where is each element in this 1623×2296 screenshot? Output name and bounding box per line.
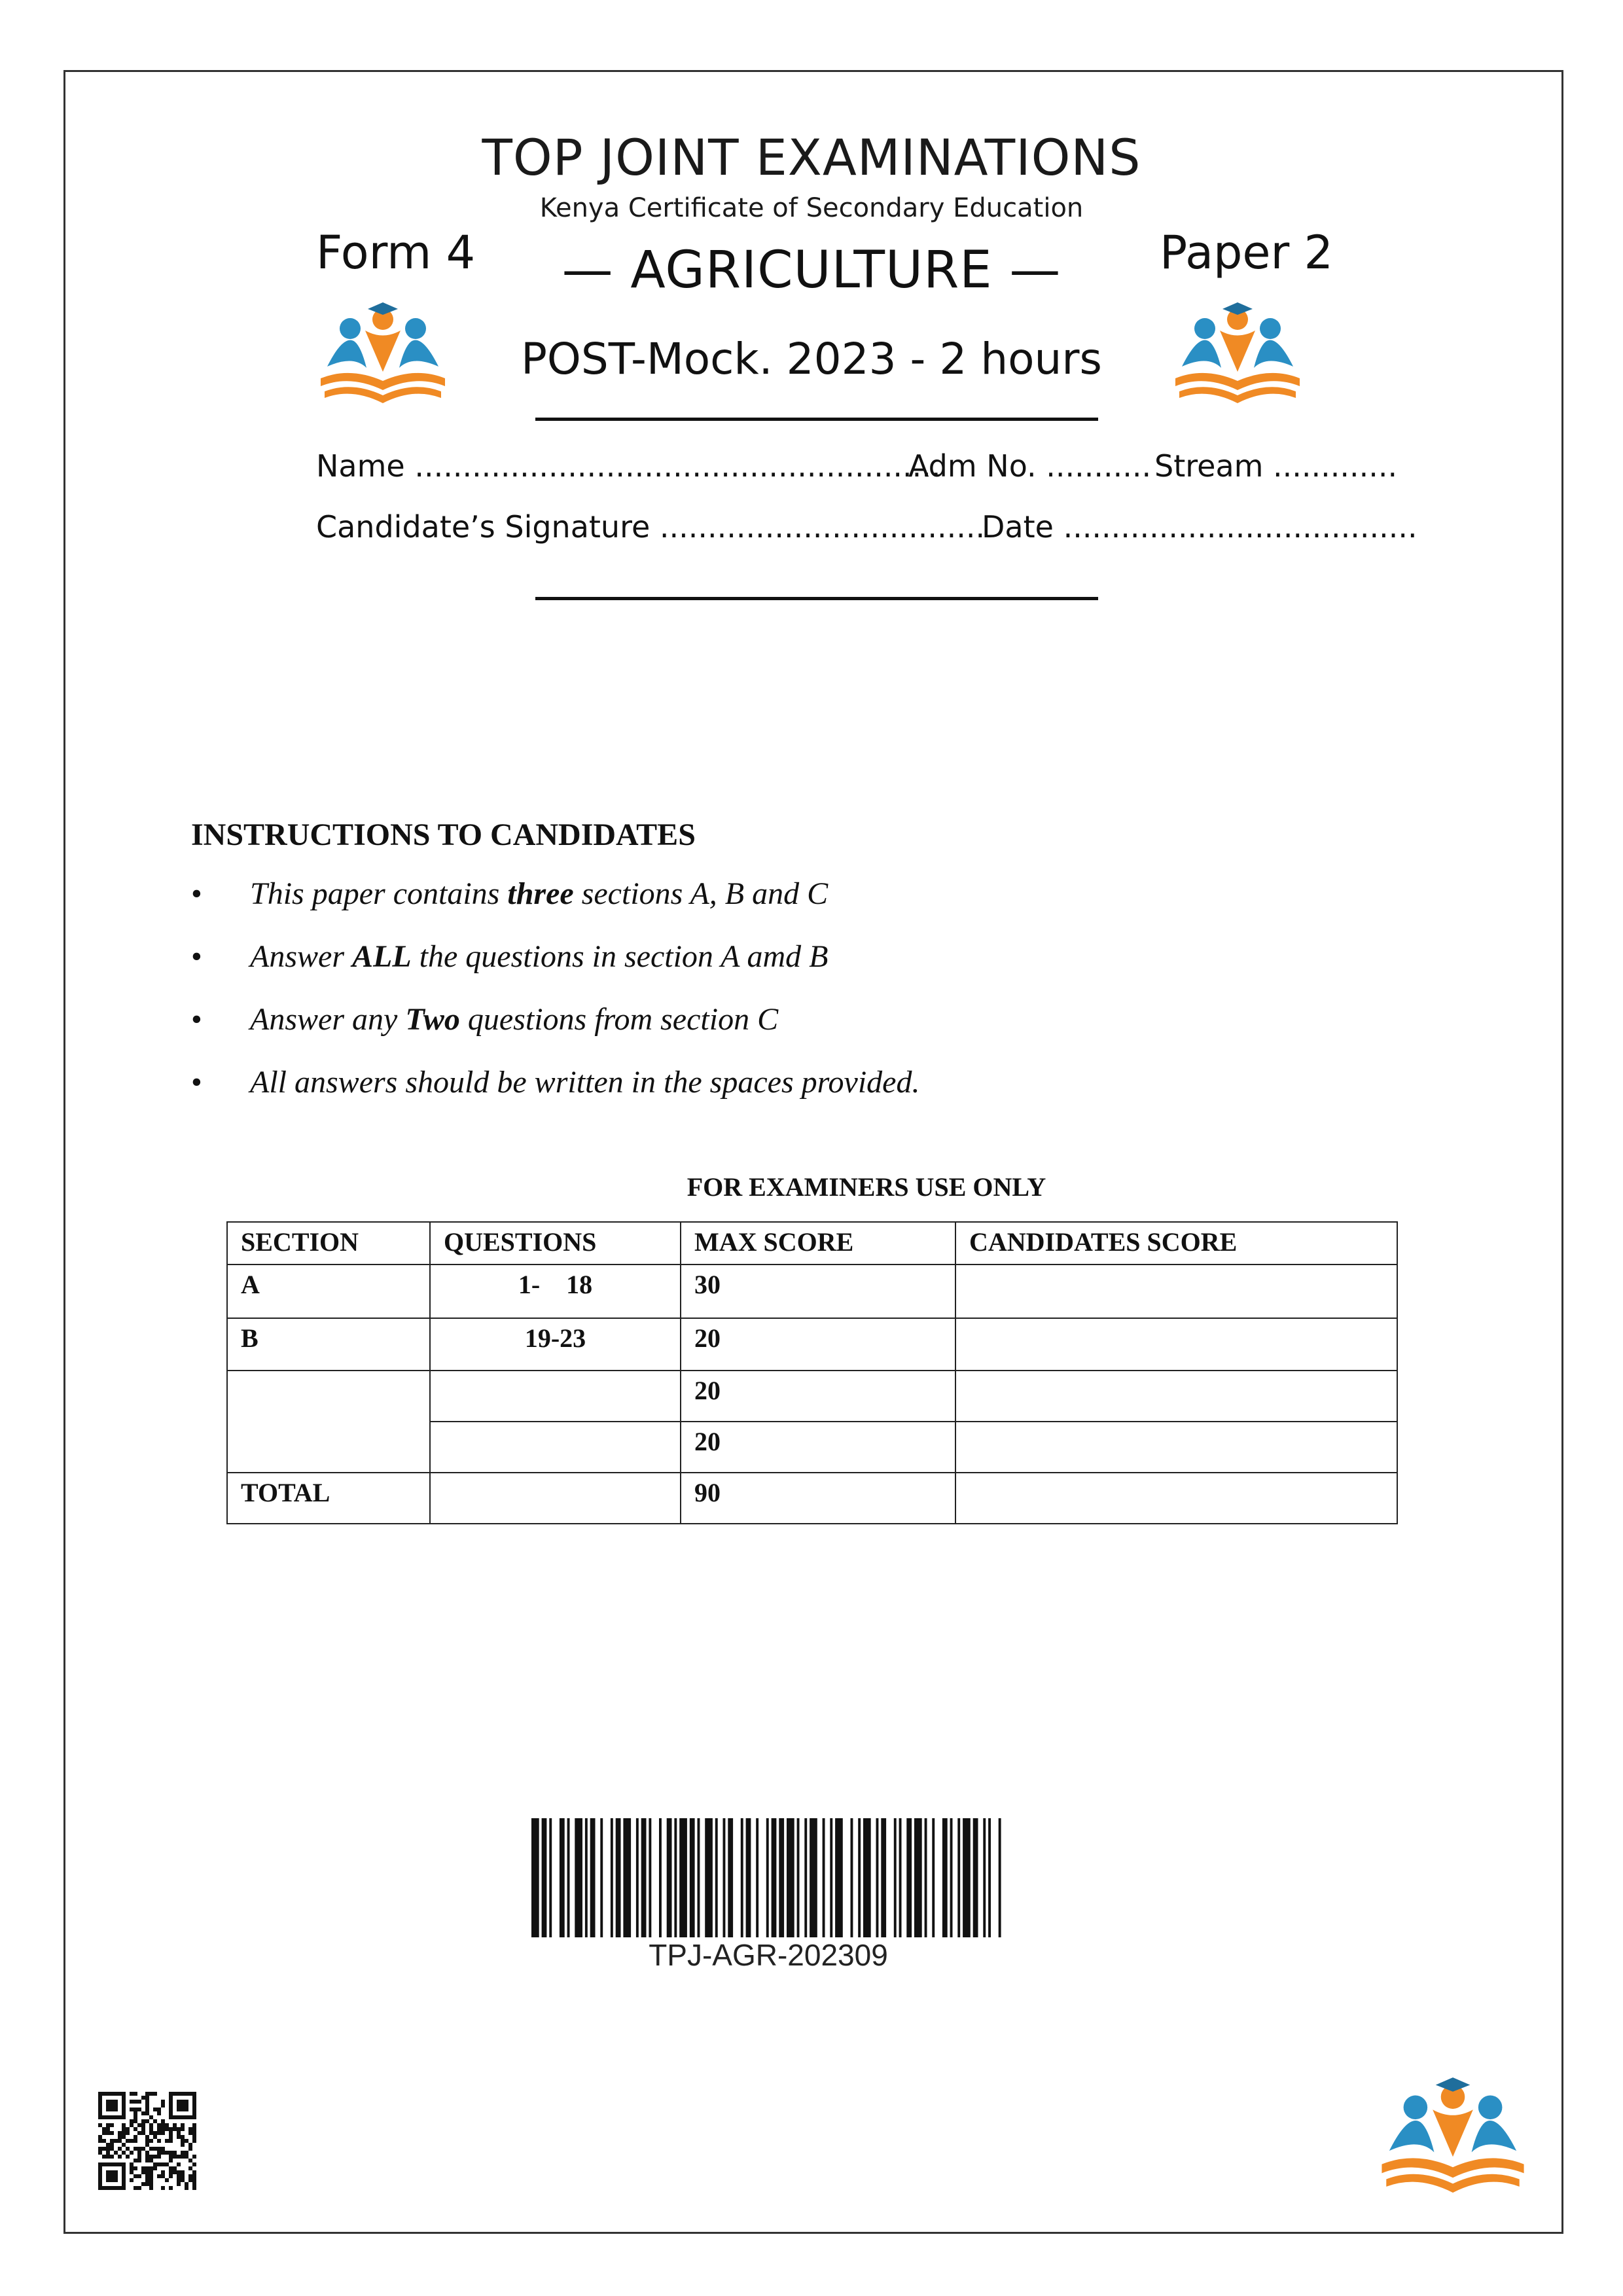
paper-label: Paper 2: [1160, 226, 1334, 279]
graduate-book-logo-icon: [1169, 295, 1306, 406]
bullet-icon: •: [191, 1065, 202, 1100]
examiners-score-table: [226, 1221, 1398, 1524]
instruction-item: [191, 939, 829, 975]
date-field[interactable]: Date .....................................: [982, 509, 1418, 545]
exam-title: TOP JOINT EXAMINATIONS: [482, 128, 1141, 187]
instruction-text: the questions in section A amd B: [411, 939, 829, 974]
bullet-icon: •: [191, 1002, 202, 1037]
instruction-emphasis: three: [507, 876, 574, 911]
instruction-emphasis: ALL: [352, 939, 412, 974]
instruction-item: [191, 876, 828, 912]
max-score-cell: 90: [681, 1473, 955, 1524]
questions-cell: 19-23: [430, 1318, 681, 1371]
max-score-cell: 30: [681, 1265, 955, 1318]
section-cell: TOTAL: [227, 1473, 430, 1524]
subject-title: — AGRICULTURE —: [562, 241, 1061, 300]
candidate-score-cell[interactable]: [955, 1371, 1397, 1422]
instruction-item: [191, 1064, 919, 1100]
table-row: [227, 1265, 1397, 1318]
instruction-text: questions from section C: [459, 1002, 779, 1037]
column-header: QUESTIONS: [430, 1222, 681, 1265]
instruction-text: Answer: [250, 939, 352, 974]
column-header: CANDIDATES SCORE: [955, 1222, 1397, 1265]
signature-field[interactable]: Candidate’s Signature ..................................: [316, 509, 986, 545]
header-divider: [535, 418, 1098, 421]
column-header: SECTION: [227, 1222, 430, 1265]
candidate-score-cell[interactable]: [955, 1318, 1397, 1371]
adm-no-field[interactable]: Adm No. ...........: [908, 448, 1152, 484]
instructions-heading: INSTRUCTIONS TO CANDIDATES: [191, 817, 696, 852]
candidate-score-cell[interactable]: [955, 1473, 1397, 1524]
fields-divider: [535, 597, 1098, 600]
questions-cell: [430, 1422, 681, 1473]
qr-code-icon: [98, 2092, 196, 2190]
barcode-text: TPJ-AGR-202309: [649, 1938, 888, 1972]
instruction-text: This paper contains: [250, 876, 508, 911]
max-score-cell: 20: [681, 1371, 955, 1422]
instruction-item: [191, 1001, 778, 1037]
section-cell: [227, 1371, 430, 1473]
exam-subtitle: Kenya Certificate of Secondary Education: [539, 193, 1084, 223]
table-header-row: [227, 1222, 1397, 1265]
max-score-cell: 20: [681, 1318, 955, 1371]
form-label: Form 4: [316, 226, 476, 279]
examiners-heading: FOR EXAMINERS USE ONLY: [687, 1172, 1046, 1202]
name-field[interactable]: Name .......................................................: [316, 448, 941, 484]
max-score-cell: 20: [681, 1422, 955, 1473]
instruction-text: All answers should be written in the spaces provided.: [250, 1065, 920, 1100]
section-cell: A: [227, 1265, 430, 1318]
bullet-icon: •: [191, 939, 202, 974]
table-row: [227, 1371, 1397, 1422]
graduate-book-logo-icon: [1374, 2068, 1531, 2196]
column-header: MAX SCORE: [681, 1222, 955, 1265]
barcode-icon: [531, 1818, 1005, 1937]
table-row: [227, 1318, 1397, 1371]
questions-cell: [430, 1371, 681, 1422]
candidate-score-cell[interactable]: [955, 1265, 1397, 1318]
graduate-book-logo-icon: [314, 295, 452, 406]
bullet-icon: •: [191, 876, 202, 911]
instruction-text: sections A, B and C: [573, 876, 829, 911]
questions-cell: 1- 18: [430, 1265, 681, 1318]
questions-cell: [430, 1473, 681, 1524]
candidate-score-cell[interactable]: [955, 1422, 1397, 1473]
exam-session: POST-Mock. 2023 - 2 hours: [521, 334, 1102, 384]
instruction-text: Answer any: [250, 1002, 406, 1037]
section-cell: B: [227, 1318, 430, 1371]
stream-field[interactable]: Stream .............: [1154, 448, 1398, 484]
table-row: [227, 1473, 1397, 1524]
instruction-emphasis: Two: [405, 1002, 460, 1037]
